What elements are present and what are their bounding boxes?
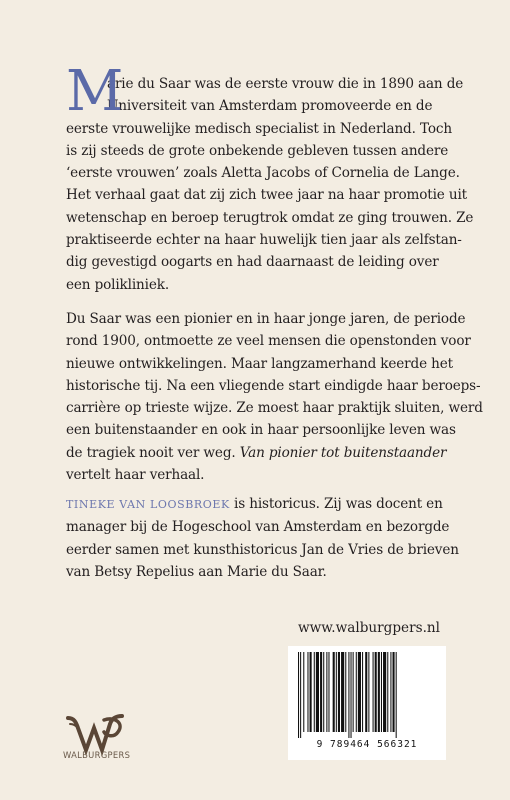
text-line: dig gevestigd oogarts en had daarnaast de leiding over [66,254,439,271]
barcode-bar [378,652,380,732]
text-line: carrière op trieste wijze. Ze moest haar praktijk sluiten, werd [66,400,483,417]
barcode-bar [358,652,361,732]
barcode-bar [387,652,388,732]
text-line [66,442,458,464]
text-line: manager bij de Hogeschool van Amsterdam en bezorgde [66,519,450,536]
barcode-bar [348,652,349,738]
barcode-bar [396,652,397,738]
text-line: eerste vrouwelijke medisch specialist in Nederland. Toch [66,120,452,137]
text-line-start: de tragiek nooit ver weg. [66,444,236,461]
barcode-bars [294,652,440,738]
text-line: eerder samen met kunsthistoricus Jan de Vries de brieven [66,541,459,558]
barcode-bar [336,652,337,732]
pioneer-paragraph [66,308,483,486]
barcode-bar [390,652,391,732]
intro-paragraph [66,59,474,296]
barcode-bar [375,652,377,732]
author-bio-paragraph [66,493,458,583]
text-line: een buitenstaander en ook in haar persoonlijke leven was [66,422,456,439]
barcode-bar [326,652,327,732]
publisher-name: WALBURGPERS [63,750,131,760]
barcode-bar [333,652,335,732]
text-line: arie du Saar was de eerste vrouw die in 1890 aan de [107,76,464,92]
barcode-bar [368,652,369,732]
text-line [66,493,458,516]
text-line: rond 1900, ontmoette ze veel mensen die openstonden voor [66,333,471,350]
publisher-website: www.walburgpers.nl [298,620,441,636]
barcode-bar [345,652,346,732]
barcode-bar [351,652,352,738]
barcode-bar [373,652,374,732]
isbn-number: 9 789464 566321 [316,739,418,750]
barcode-bar [320,652,322,732]
barcode-bar [365,652,367,732]
barcode-bar [381,652,382,732]
text-line: historische tij. Na een vliegende start eindigde haar beroeps- [66,377,481,394]
text-line: van Betsy Repelius aan Marie du Saar. [66,563,327,580]
text-line: wetenschap en beroep terugtrok omdat ze ging trouwen. Ze [66,209,474,226]
author-name: TINEKE VAN LOOSBROEK [66,498,230,511]
text-line: vertelt haar verhaal. [66,467,205,484]
text-line: Du Saar was een pionier en in haar jonge jaren, de periode [66,311,466,327]
text-line: Het verhaal gaat dat zij zich twee jaar na haar promotie uit [66,187,467,204]
barcode-bar [383,652,386,732]
text-line: ‘eerste vrouwen’ zoals Aletta Jacobs of Cornelia de Lange. [66,165,460,182]
barcode-bar [323,652,324,732]
barcode-bar [356,652,357,732]
barcode-bar [362,652,363,732]
text-line: nieuwe ontwikkelingen. Maar langzamerhand keerde het [66,355,453,372]
barcode-bar [393,652,395,732]
author-bio-start: is historicus. Zij was docent en [229,496,443,512]
barcode-bar [303,652,304,732]
barcode-bar [316,652,319,732]
book-title-italic: Van pionier tot buitenstaander [239,444,447,461]
barcode-bar [338,652,340,732]
text-line: een polikliniek. [66,276,169,293]
barcode-bar [353,652,354,732]
barcode-bar [298,652,299,738]
barcode-bar [328,652,329,732]
barcode-bar [341,652,344,732]
text-line: Universiteit van Amsterdam promoveerde en de [107,98,433,115]
barcode-bar [300,652,301,738]
drop-cap: M [66,59,124,124]
barcode-bar [314,652,315,732]
barcode-bar [307,652,308,732]
text-line: praktiseerde echter na haar huwelijk tien jaar als zelfstan- [66,232,462,249]
isbn-barcode [288,646,446,760]
barcode-bar [310,652,312,732]
text-line: is zij steeds de grote onbekende gebleven tussen andere [66,142,449,159]
